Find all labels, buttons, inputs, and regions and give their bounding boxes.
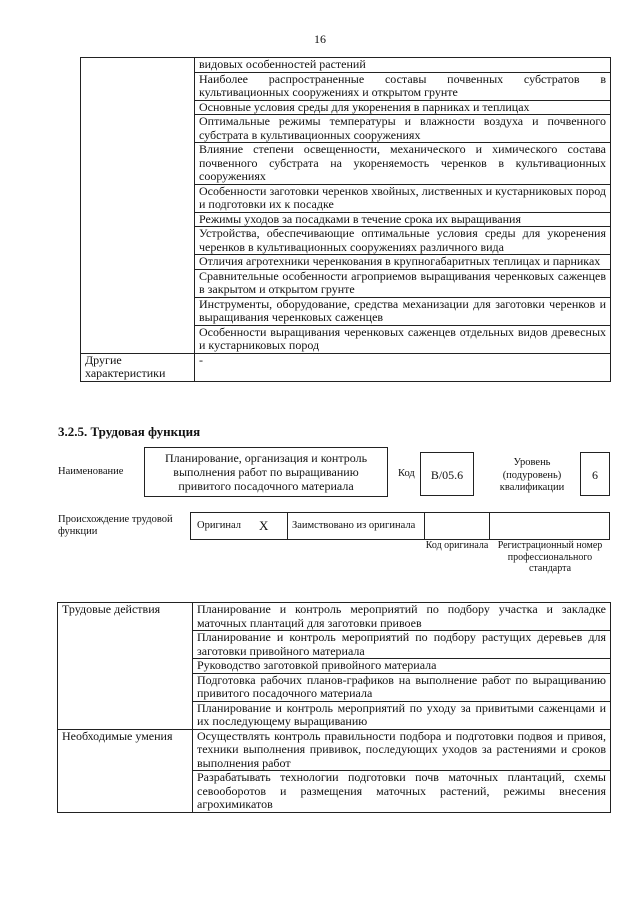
original-box: [190, 512, 288, 540]
code-label: Код: [398, 468, 415, 479]
function-table: [57, 602, 611, 813]
original-label: Оригинал: [197, 520, 241, 531]
origin-label: Происхождение трудовой функции: [58, 514, 173, 537]
table-cell: Инструменты, оборудование, средства механизации для заготовки черенков и выращивания черенковых саженцев: [195, 297, 611, 325]
section-title: 3.2.5. Трудовая функция: [58, 424, 201, 439]
label-cell: Другие характеристики: [81, 353, 195, 381]
table-cell: Планирование и контроль мероприятий по уходу за привитыми саженцами и их последующему выращиванию: [193, 701, 611, 729]
table-cell: Планирование и контроль мероприятий по подбору растущих деревьев для заготовки привойного материала: [193, 631, 611, 659]
name-label: Наименование: [58, 466, 124, 477]
table-cell: Сравнительные особенности агроприемов выращивания черенковых саженцев в закрытом и открытом грунте: [195, 269, 611, 297]
table-cell: Основные условия среды для укоренения в парниках и теплицах: [195, 100, 611, 115]
table-cell: Режимы уходов за посадками в течение срока их выращивания: [195, 212, 611, 227]
code-caption: Код оригинала: [425, 540, 489, 551]
table-row: [81, 58, 611, 73]
table-cell: Разрабатывать технологии подготовки почв маточных плантаций, схемы севооборотов и размещения маточных растений, режимы внесения агрохимикатов: [193, 771, 611, 813]
table-cell: Влияние степени освещенности, механического и химического состава почвенного субстрата на укореняемость черенков в культивационных сооружениях: [195, 143, 611, 185]
label-cell: [81, 58, 195, 354]
table-cell: Руководство заготовкой привойного материала: [193, 659, 611, 674]
table-cell: Особенности выращивания черенковых саженцев отдельных видов древесных и кустарниковых пород: [195, 325, 611, 353]
function-name: Планирование, организация и контроль выполнения работ по выращиванию привитого посадочного материала: [144, 447, 388, 497]
table-cell: Подготовка рабочих планов-графиков на выполнение работ по выращиванию привитого посадочного материала: [193, 673, 611, 701]
table-cell: Планирование и контроль мероприятий по подбору участка и закладке маточных плантаций для заготовки привоев: [193, 603, 611, 631]
label-cell: Необходимые умения: [58, 729, 193, 812]
label-cell: Трудовые действия: [58, 603, 193, 730]
table-row: [81, 353, 611, 381]
page-number: 16: [314, 32, 326, 46]
original-code-box: [424, 512, 490, 540]
borrowed-box: [287, 512, 425, 540]
table-cell: Отличия агротехники черенкования в крупногабаритных теплицах и парниках: [195, 255, 611, 270]
table-cell: -: [195, 353, 611, 381]
table-cell: Оптимальные режимы температуры и влажности воздуха и почвенного субстрата в культивационных сооружениях: [195, 115, 611, 143]
qualification-level: 6: [580, 452, 610, 496]
table-cell: Наиболее распространенные составы почвенных субстратов в культивационных сооружениях и открытом грунте: [195, 72, 611, 100]
registration-caption: Регистрационный номер профессионального стандарта: [497, 540, 603, 574]
table-cell: Осуществлять контроль правильности подбора и подготовки подвоя и привоя, техники выполнения прививок, последующих уходов за растениями и сроков выполнения работ: [193, 729, 611, 771]
table-cell: видовых особенностей растений: [195, 58, 611, 73]
knowledge-table: [80, 57, 611, 382]
function-code: B/05.6: [420, 452, 474, 496]
original-mark: X: [259, 518, 269, 533]
table-cell: Устройства, обеспечивающие оптимальные условия среды для укоренения черенков в культивационных сооружениях различного вида: [195, 227, 611, 255]
registration-box: [489, 512, 610, 540]
table-cell: Особенности заготовки черенков хвойных, лиственных и кустарниковых пород и подготовки их к посадке: [195, 184, 611, 212]
table-row: [58, 603, 611, 631]
borrowed-label: Заимствовано из оригинала: [292, 520, 416, 531]
table-row: [58, 729, 611, 771]
level-label: Уровень (подуровень) квалификации: [499, 457, 565, 493]
